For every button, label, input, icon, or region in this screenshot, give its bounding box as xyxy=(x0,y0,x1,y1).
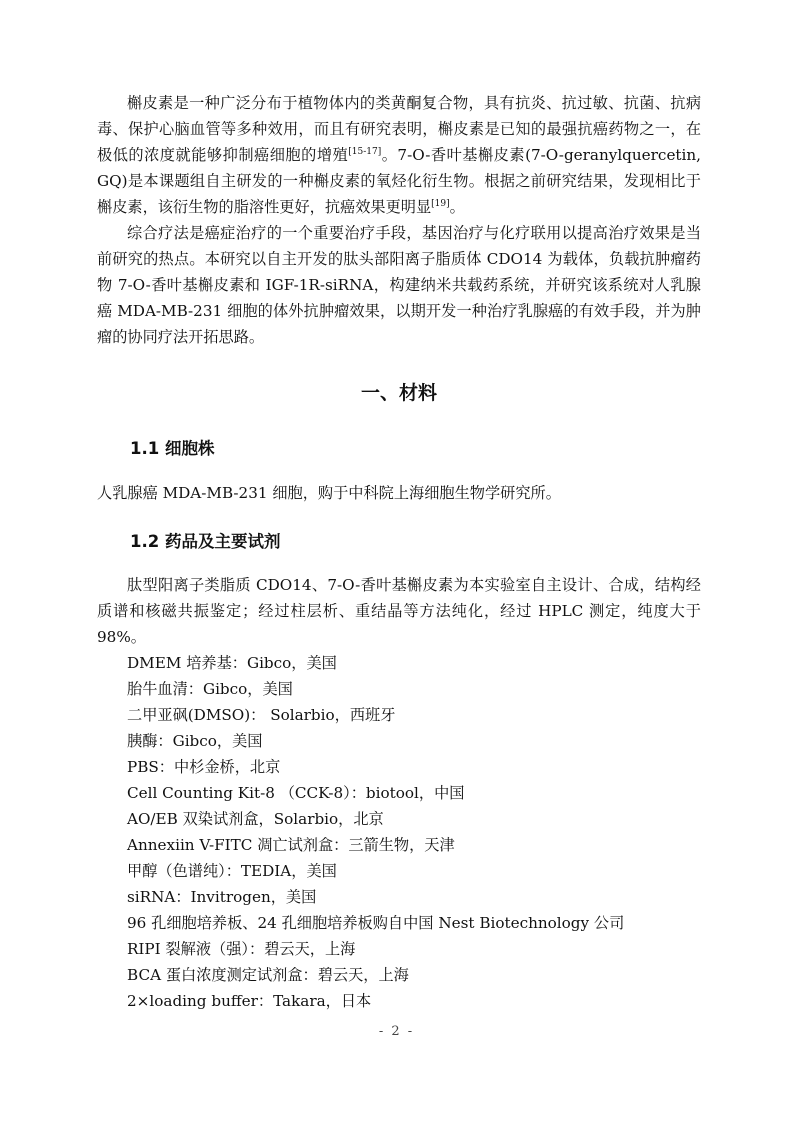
page-number: - 2 - xyxy=(378,1024,415,1039)
list-item: PBS：中杉金桥，北京 xyxy=(127,758,281,776)
intro-p1-text-b: 。7-O-香叶基槲皮素(7-O-geranylquercetin, GQ)是本课题组自主研发的一种槲皮素的氧烃化衍生物。根据之前研究结果，发现相比于槲皮素，该衍生物的脂溶性更好，抗癌效果更明显 xyxy=(97,146,701,216)
list-item: 二甲亚砜(DMSO)： Solarbio，西班牙 xyxy=(127,706,396,724)
list-item: 96 孔细胞培养板、24 孔细胞培养板购自中国 Nest Biotechnology 公司 xyxy=(127,914,625,932)
section-1-1-text: 人乳腺癌 MDA-MB-231 细胞，购于中科院上海细胞生物学研究所。 xyxy=(97,484,561,502)
section-title-1-2: 1.2 药品及主要试剂 xyxy=(130,532,281,551)
list-item: BCA 蛋白浓度测定试剂盒：碧云天，上海 xyxy=(127,966,409,984)
reagent-list xyxy=(97,650,701,1014)
section-1-2-paragraph: 肽型阳离子类脂质 CDO14、7-O-香叶基槲皮素为本实验室自主设计、合成，结构经质谱和核磁共振鉴定；经过柱层析、重结晶等方法纯化，经过 HPLC 测定，纯度大于 98%。 xyxy=(97,576,701,646)
intro-p1-text-c: 。 xyxy=(449,198,465,216)
intro-p1-text-a: 槲皮素是一种广泛分布于植物体内的类黄酮复合物，具有抗炎、抗过敏、抗菌、抗病毒、保护心脑血管等多种效用，而且有研究表明，槲皮素是已知的最强抗癌药物之一，在极低的浓度就能够抑制癌细胞的增殖 xyxy=(97,94,701,164)
list-item: 甲醇（色谱纯）：TEDIA，美国 xyxy=(127,862,337,880)
list-item: RIPI 裂解液（强）：碧云天，上海 xyxy=(127,940,356,958)
list-item: 2×loading buffer：Takara，日本 xyxy=(127,992,372,1010)
intro-paragraph-2: 综合疗法是癌症治疗的一个重要治疗手段，基因治疗与化疗联用以提高治疗效果是当前研究的热点。本研究以自主开发的肽头部阳离子脂质体 CDO14 为载体，负载抗肿瘤药物 7-O-香叶基槲皮素和 IGF-1R-siRNA，构建纳米共载药系统，并研究该系统对人乳腺癌 MDA-MB-231 细胞的体外抗肿瘤效果，以期开发一种治疗乳腺癌的有效手段，并为肿瘤的协同疗法开拓思路。 xyxy=(97,224,701,346)
chapter-title: 一、材料 xyxy=(360,382,437,404)
list-item: AO/EB 双染试剂盒，Solarbio，北京 xyxy=(127,810,384,828)
list-item: siRNA：Invitrogen，美国 xyxy=(127,888,317,906)
intro-paragraph-1 xyxy=(97,90,701,220)
list-item: DMEM 培养基：Gibco，美国 xyxy=(127,654,337,672)
list-item: 胰酶：Gibco，美国 xyxy=(127,732,263,750)
list-item: 胎牛血清：Gibco，美国 xyxy=(127,680,293,698)
list-item: Annexiin V-FITC 凋亡试剂盒：三箭生物，天津 xyxy=(127,836,455,854)
section-title-1-1: 1.1 细胞株 xyxy=(130,439,215,458)
list-item: Cell Counting Kit-8 （CCK-8）：biotool，中国 xyxy=(127,784,465,802)
citation-ref-15-17: [15-17] xyxy=(348,147,382,157)
citation-ref-19: [19] xyxy=(431,199,450,209)
